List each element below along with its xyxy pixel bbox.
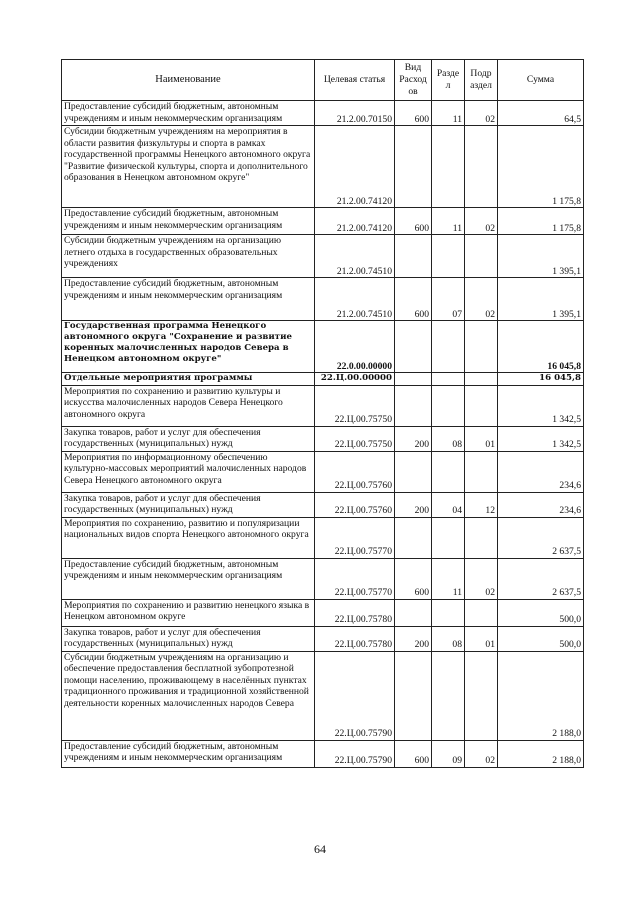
cell-section: [432, 235, 465, 278]
cell-sum: 1 175,8: [498, 208, 584, 235]
cell-subsection: 12: [465, 492, 498, 517]
cell-target-article: 22.Ц.00.75760: [315, 451, 395, 492]
cell-subsection: [465, 599, 498, 626]
cell-subsection: 02: [465, 558, 498, 599]
cell-section: [432, 126, 465, 208]
cell-expense-type: [395, 373, 432, 386]
table-row: [62, 101, 584, 126]
cell-section: [432, 385, 465, 426]
cell-name: Предоставление субсидий бюджетным, автономным учреждениям и иным некоммерческим организациям: [62, 740, 315, 767]
table-row: [62, 235, 584, 278]
cell-sum: 2 188,0: [498, 651, 584, 740]
cell-name: Закупка товаров, работ и услуг для обеспечения государственных (муниципальных) нужд: [62, 626, 315, 651]
table-row: [62, 426, 584, 451]
table-row: [62, 451, 584, 492]
cell-subsection: [465, 373, 498, 386]
cell-sum: 1 342,5: [498, 426, 584, 451]
cell-name: Предоставление субсидий бюджетным, автономным учреждениям и иным некоммерческим организациям: [62, 558, 315, 599]
cell-sum: 1 395,1: [498, 278, 584, 321]
cell-section: 11: [432, 101, 465, 126]
table-row: [62, 208, 584, 235]
cell-expense-type: [395, 126, 432, 208]
header-sum: Сумма: [498, 60, 584, 101]
cell-target-article: 22.Ц.00.75770: [315, 558, 395, 599]
cell-section: 08: [432, 626, 465, 651]
cell-subsection: [465, 451, 498, 492]
cell-expense-type: 200: [395, 626, 432, 651]
cell-expense-type: [395, 651, 432, 740]
cell-target-article: 22.Ц.00.00000: [315, 373, 395, 386]
cell-sum: 234,6: [498, 451, 584, 492]
cell-section: [432, 651, 465, 740]
cell-sum: 2 637,5: [498, 517, 584, 558]
cell-name: Мероприятия по сохранению и развитию ненецкого языка в Ненецком автономном округе: [62, 599, 315, 626]
cell-section: 11: [432, 208, 465, 235]
cell-section: 11: [432, 558, 465, 599]
cell-target-article: 22.Ц.00.75770: [315, 517, 395, 558]
cell-section: [432, 321, 465, 373]
cell-name: Отдельные мероприятия программы: [62, 373, 315, 386]
cell-sum: 1 395,1: [498, 235, 584, 278]
cell-sum: 16 045,8: [498, 373, 584, 386]
cell-sum: 64,5: [498, 101, 584, 126]
cell-sum: 1 342,5: [498, 385, 584, 426]
cell-section: 07: [432, 278, 465, 321]
cell-target-article: 22.Ц.00.75750: [315, 385, 395, 426]
cell-subsection: [465, 235, 498, 278]
table-row: [62, 492, 584, 517]
cell-target-article: 21.2.00.74510: [315, 278, 395, 321]
cell-subsection: 02: [465, 208, 498, 235]
cell-expense-type: [395, 235, 432, 278]
cell-name: Государственная программа Ненецкого автономного округа "Сохранение и развитие коренных малочисленных народов Севера в Ненецком автономном округе": [62, 321, 315, 373]
cell-target-article: 22.Ц.00.75760: [315, 492, 395, 517]
cell-name: Мероприятия по сохранению, развитию и популяризации национальных видов спорта Ненецкого автономного округа: [62, 517, 315, 558]
table-row: [62, 740, 584, 767]
cell-target-article: 21.2.00.74510: [315, 235, 395, 278]
cell-expense-type: [395, 599, 432, 626]
cell-expense-type: 600: [395, 101, 432, 126]
cell-expense-type: 600: [395, 208, 432, 235]
cell-subsection: 02: [465, 278, 498, 321]
cell-sum: 2 637,5: [498, 558, 584, 599]
header-target-article: Целевая статья: [315, 60, 395, 101]
table-row: [62, 517, 584, 558]
cell-subsection: [465, 517, 498, 558]
cell-expense-type: 600: [395, 278, 432, 321]
cell-expense-type: [395, 385, 432, 426]
cell-name: Мероприятия по сохранению и развитию культуры и искусства малочисленных народов Севера Ненецкого автономного округа: [62, 385, 315, 426]
header-expense-type: Вид Расход ов: [395, 60, 432, 101]
cell-section: 09: [432, 740, 465, 767]
header-section: Разде л: [432, 60, 465, 101]
cell-subsection: [465, 651, 498, 740]
table-row: [62, 278, 584, 321]
cell-section: 04: [432, 492, 465, 517]
cell-subsection: 01: [465, 426, 498, 451]
cell-subsection: 01: [465, 626, 498, 651]
cell-subsection: 02: [465, 101, 498, 126]
cell-expense-type: 600: [395, 558, 432, 599]
cell-subsection: 02: [465, 740, 498, 767]
budget-table: [61, 59, 584, 768]
cell-target-article: 22.Ц.00.75780: [315, 626, 395, 651]
cell-target-article: 21.2.00.74120: [315, 208, 395, 235]
cell-subsection: [465, 385, 498, 426]
cell-target-article: 22.Ц.00.75790: [315, 740, 395, 767]
cell-name: Предоставление субсидий бюджетным, автономным учреждениям и иным некоммерческим организациям: [62, 208, 315, 235]
cell-target-article: 21.2.00.70150: [315, 101, 395, 126]
cell-section: [432, 517, 465, 558]
cell-section: [432, 599, 465, 626]
cell-section: [432, 373, 465, 386]
cell-target-article: 22.Ц.00.75780: [315, 599, 395, 626]
cell-name: Закупка товаров, работ и услуг для обеспечения государственных (муниципальных) нужд: [62, 492, 315, 517]
page-number: 64: [314, 842, 326, 856]
cell-expense-type: [395, 517, 432, 558]
cell-sum: 1 175,8: [498, 126, 584, 208]
cell-sum: 2 188,0: [498, 740, 584, 767]
cell-expense-type: 200: [395, 492, 432, 517]
cell-name: Предоставление субсидий бюджетным, автономным учреждениям и иным некоммерческим организациям: [62, 278, 315, 321]
cell-target-article: 22.0.00.00000: [315, 321, 395, 373]
header-name: Наименование: [62, 60, 315, 101]
cell-name: Субсидии бюджетным учреждениям на организацию и обеспечение предоставления бесплатной зубопротезной помощи населению, проживающему в населённых пунктах традиционного проживания и традиционной хозяйственной деятельности коренных малочисленных народов Севера: [62, 651, 315, 740]
table-row-subprogram: [62, 373, 584, 386]
header-subsection: Подр аздел: [465, 60, 498, 101]
cell-subsection: [465, 321, 498, 373]
cell-section: 08: [432, 426, 465, 451]
table-row: [62, 651, 584, 740]
cell-expense-type: [395, 321, 432, 373]
cell-name: Предоставление субсидий бюджетным, автономным учреждениям и иным некоммерческим организациям: [62, 101, 315, 126]
cell-sum: 16 045,8: [498, 321, 584, 373]
cell-expense-type: 200: [395, 426, 432, 451]
table-row: [62, 558, 584, 599]
cell-target-article: 22.Ц.00.75790: [315, 651, 395, 740]
cell-sum: 234,6: [498, 492, 584, 517]
table-header-row: [62, 60, 584, 101]
table-row: [62, 626, 584, 651]
cell-sum: 500,0: [498, 626, 584, 651]
cell-target-article: 21.2.00.74120: [315, 126, 395, 208]
table-row: [62, 126, 584, 208]
cell-name: Мероприятия по информационному обеспечению культурно-массовых мероприятий малочисленных народов Севера Ненецкого автономного округа: [62, 451, 315, 492]
cell-name: Субсидии бюджетным учреждениям на мероприятия в области развития физкультуры и спорта в рамках государственной программы Ненецкого автономного округа "Развитие физической культуры, спорта и дополнительного образования в Ненецком автономном округе": [62, 126, 315, 208]
cell-target-article: 22.Ц.00.75750: [315, 426, 395, 451]
table-row: [62, 599, 584, 626]
cell-sum: 500,0: [498, 599, 584, 626]
cell-expense-type: [395, 451, 432, 492]
cell-expense-type: 600: [395, 740, 432, 767]
table-row-program: [62, 321, 584, 373]
cell-section: [432, 451, 465, 492]
table-row: [62, 385, 584, 426]
cell-name: Закупка товаров, работ и услуг для обеспечения государственных (муниципальных) нужд: [62, 426, 315, 451]
cell-name: Субсидии бюджетным учреждениям на организацию летнего отдыха в государственных образовательных учреждениях: [62, 235, 315, 278]
cell-subsection: [465, 126, 498, 208]
